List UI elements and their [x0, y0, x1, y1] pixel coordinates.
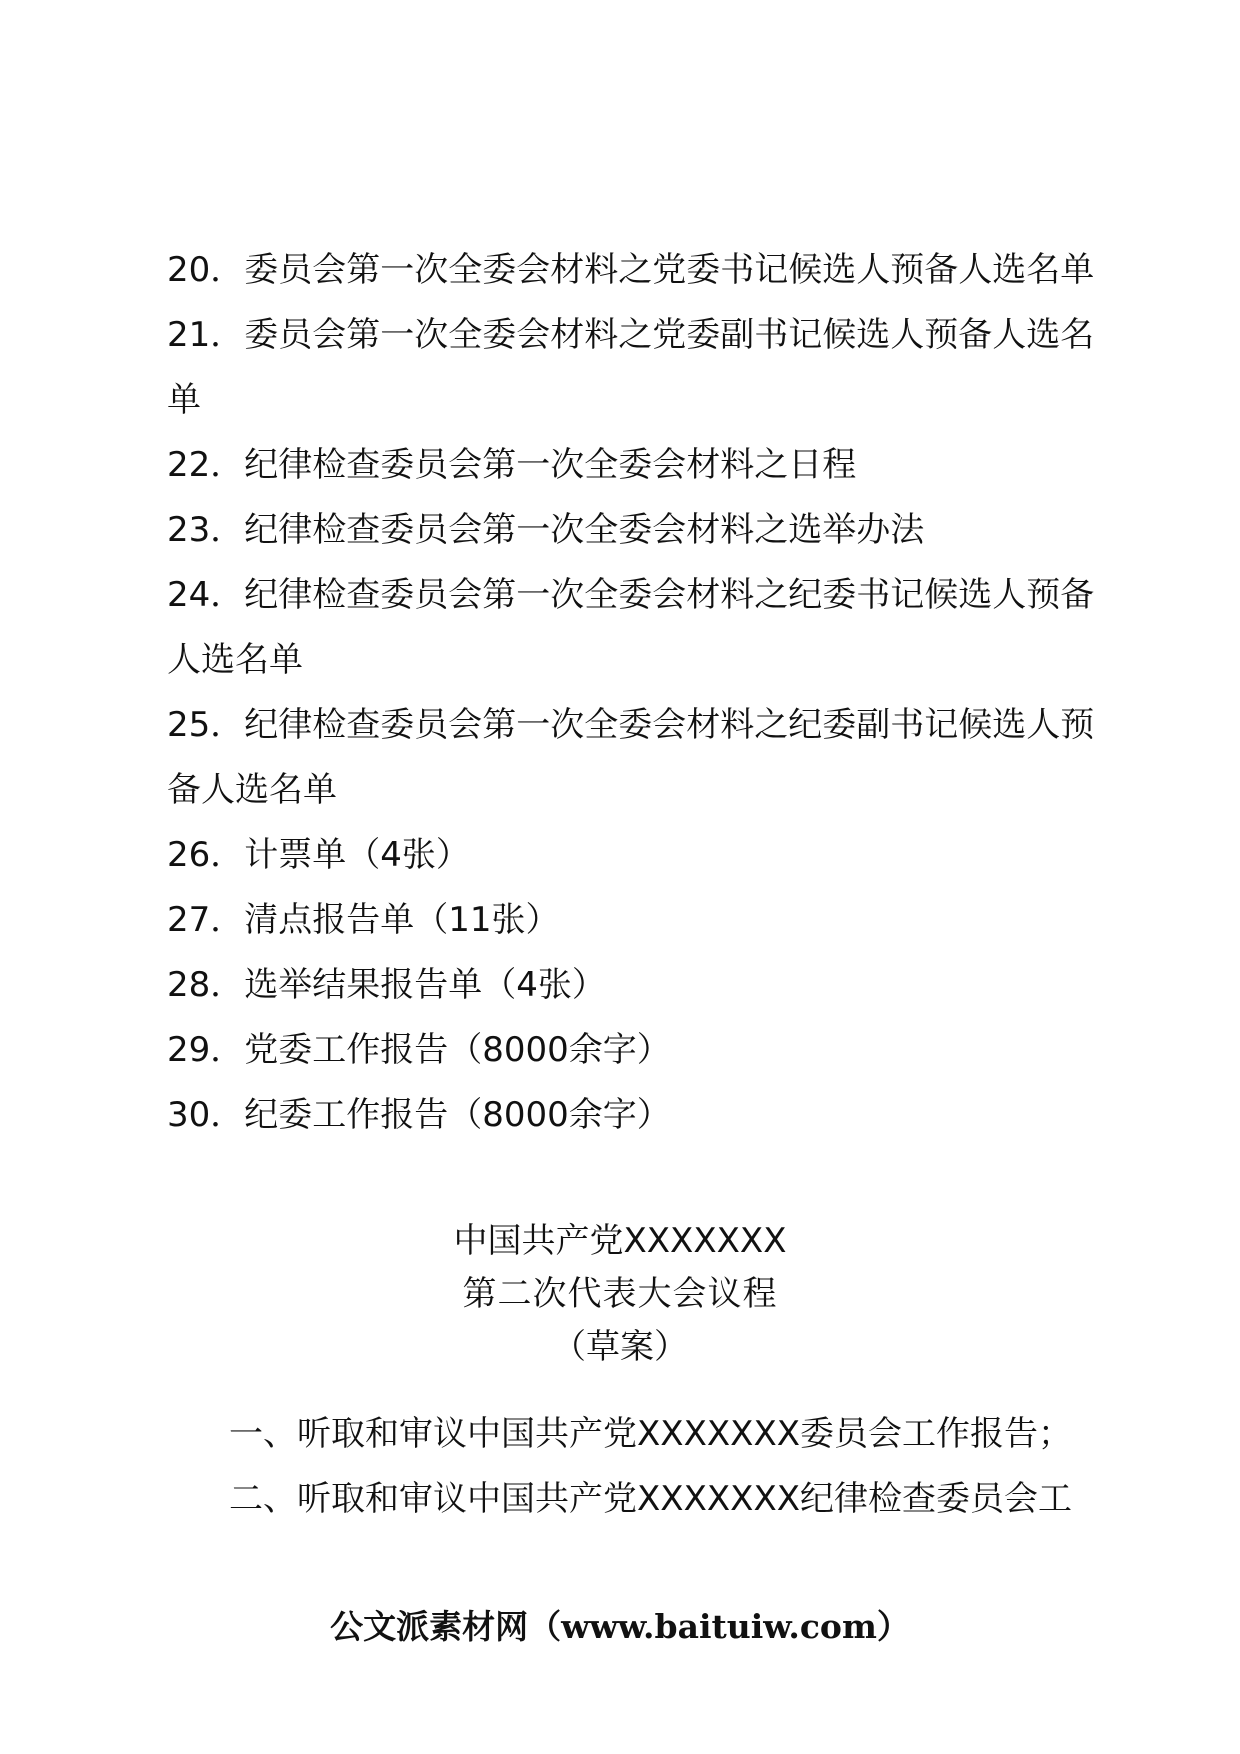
list-item: 24．纪律检查委员会第一次全委会材料之纪委书记候选人预备人选名单 [167, 575, 1095, 680]
list-item: 22．纪律检查委员会第一次全委会材料之日程 [167, 445, 857, 485]
agenda-item: 一、听取和审议中国共产党XXXXXXX委员会工作报告； [229, 1414, 1073, 1454]
agenda-title-main: 第二次代表大会议程 [462, 1274, 778, 1314]
list-item: 25．纪律检查委员会第一次全委会材料之纪委副书记候选人预备人选名单 [167, 705, 1095, 810]
list-item: 29．党委工作报告（8000余字） [167, 1030, 671, 1070]
agenda-title-org: 中国共产党XXXXXXX [453, 1221, 787, 1261]
list-item: 28．选举结果报告单（4张） [167, 965, 606, 1005]
list-item: 26．计票单（4张） [167, 835, 470, 875]
list-item: 30．纪委工作报告（8000余字） [167, 1095, 671, 1135]
list-item: 21．委员会第一次全委会材料之党委副书记候选人预备人选名单 [167, 315, 1095, 420]
list-item: 23．纪律检查委员会第一次全委会材料之选举办法 [167, 510, 925, 550]
agenda-title-draft: （草案） [552, 1327, 688, 1367]
agenda-item: 二、听取和审议中国共产党XXXXXXX纪律检查委员会工 [229, 1479, 1073, 1519]
footer-watermark: 公文派素材网（www.baituiw.com） [330, 1607, 910, 1646]
materials-list [167, 238, 1097, 1148]
list-item: 27．清点报告单（11张） [167, 900, 560, 940]
list-item: 20．委员会第一次全委会材料之党委书记候选人预备人选名单 [167, 250, 1095, 290]
